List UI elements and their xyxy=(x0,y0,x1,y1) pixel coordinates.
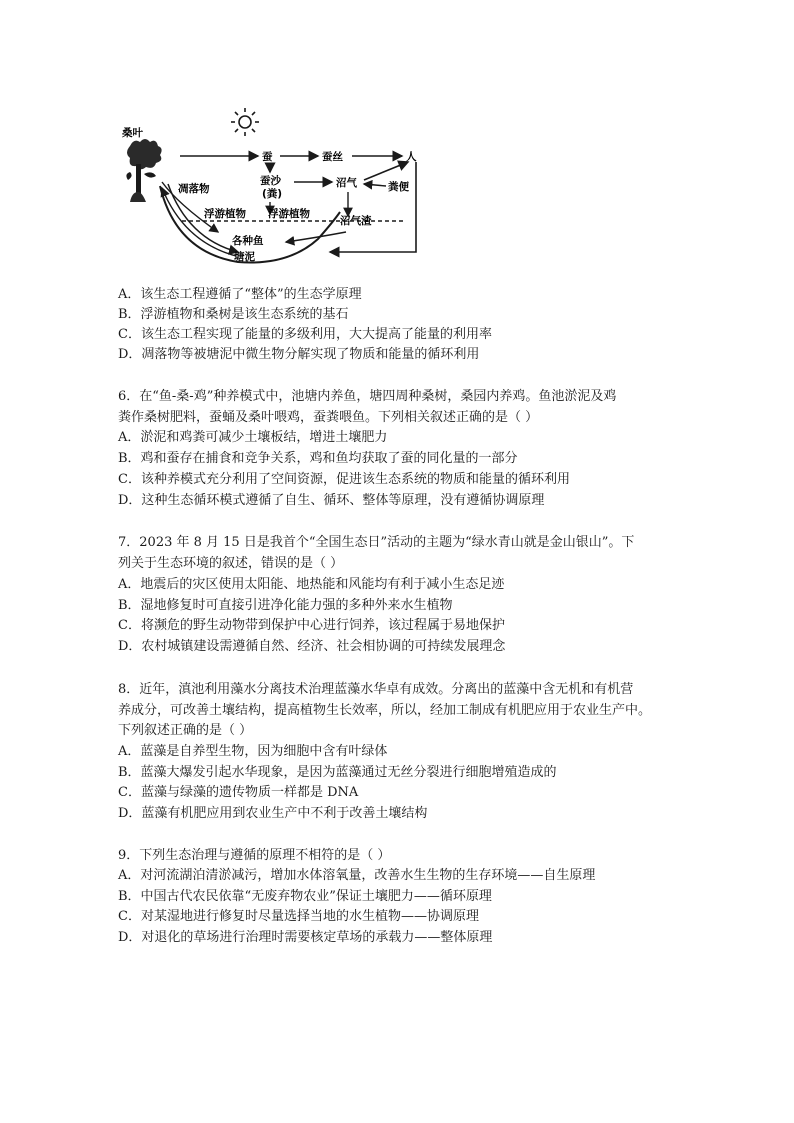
mulberry-tree-icon xyxy=(126,139,161,202)
q9-option-c: C．对某湿地进行修复时尽量选择当地的水生植物——协调原理 xyxy=(118,909,479,924)
feces-to-biogas-arrow xyxy=(364,184,386,186)
ecological-engineering-diagram xyxy=(118,104,438,274)
label-mulberry-leaf: 桑叶 xyxy=(122,127,143,139)
q7-option-d: D．农村城镇建设需遵循自然、经济、社会相协调的可持续发展理念 xyxy=(118,639,506,654)
label-feces: 粪便 xyxy=(388,181,409,193)
label-plankton-left: 浮游植物 xyxy=(204,208,246,220)
q6-option-d: D．这种生态循环模式遵循了自生、循环、整体等原理，没有遵循协调原理 xyxy=(118,493,545,508)
label-silkworm: 蚕 xyxy=(262,151,273,163)
label-plankton-right: 浮游植物 xyxy=(268,208,310,220)
q6-stem-line-2: 粪作桑树肥料，蚕蛹及桑叶喂鸡，蚕粪喂鱼。下列相关叙述正确的是（ ） xyxy=(118,410,539,425)
label-litter: 凋落物 xyxy=(178,183,210,195)
q5-option-d: D．凋落物等被塘泥中微生物分解实现了物质和能量的循环利用 xyxy=(118,347,480,362)
q8-option-a: A．蓝藻是自养型生物，因为细胞中含有叶绿体 xyxy=(118,744,388,759)
q5-option-c: C．该生态工程实现了能量的多级利用，大大提高了能量的利用率 xyxy=(118,327,492,342)
label-silk: 蚕丝 xyxy=(322,151,343,163)
label-biogas-residue: 沼气渣 xyxy=(340,215,372,227)
q7-stem-line-1: 7．2023 年 8 月 15 日是我首个“全国生态日”活动的主题为“绿水青山就是金山银山”。下 xyxy=(118,535,635,550)
q8-stem-line-2: 养成分，可改善土壤结构，提高植物生长效率，所以，经加工制成有机肥应用于农业生产中。 xyxy=(118,703,652,718)
label-fish: 各种鱼 xyxy=(232,235,264,247)
q7-option-c: C．将濒危的野生动物带到保护中心进行饲养，该过程属于易地保护 xyxy=(118,618,505,633)
q6-option-c: C．该种养模式充分利用了空间资源，促进该生态系统的物质和能量的循环利用 xyxy=(118,472,570,487)
q9-option-d: D．对退化的草场进行治理时需要核定草场的承载力——整体原理 xyxy=(118,930,493,945)
label-silkworm-sand: 蚕沙 xyxy=(260,175,281,187)
mud-to-tree-arrow xyxy=(162,188,236,256)
sun-icon xyxy=(231,108,259,136)
q8-option-c: C．蓝藻与绿藻的遗传物质一样都是 DNA xyxy=(118,785,359,800)
label-human: 人 xyxy=(406,151,417,163)
label-silkworm-sand-note: (粪) xyxy=(262,188,283,200)
biogas-to-human-arrow xyxy=(364,162,408,180)
q6-option-b: B．鸡和蚕存在捕食和竞争关系，鸡和鱼均获取了蚕的同化量的一部分 xyxy=(118,451,518,466)
label-biogas: 沼气 xyxy=(336,177,357,189)
q7-option-a: A．地震后的灾区使用太阳能、地热能和风能均有利于减小生态足迹 xyxy=(118,577,505,592)
q9-option-b: B．中国古代农民依靠“无废弃物农业”保证土壤肥力——循环原理 xyxy=(118,889,492,904)
q5-option-b: B．浮游植物和桑树是该生态系统的基石 xyxy=(118,307,349,322)
q7-option-b: B．湿地修复时可直接引进净化能力强的多种外来水生植物 xyxy=(118,598,453,613)
q6-stem-line-1: 6．在“鱼-桑-鸡”种养模式中，池塘内养鱼，塘四周种桑树，桑园内养鸡。鱼池淤泥及鸡 xyxy=(118,389,617,404)
q6-option-a: A．淤泥和鸡粪可减少土壤板结，增进土壤肥力 xyxy=(118,430,388,445)
label-pond-mud: 塘泥 xyxy=(234,251,255,263)
q9-stem-line-1: 9．下列生态治理与遵循的原理不相符的是（ ） xyxy=(118,848,391,863)
q5-option-a: A．该生态工程遵循了“整体”的生态学原理 xyxy=(118,287,362,302)
q8-stem-line-3: 下列叙述正确的是（ ） xyxy=(118,723,253,738)
q8-option-b: B．蓝藻大爆发引起水华现象，是因为蓝藻通过无丝分裂进行细胞增殖造成的 xyxy=(118,765,557,780)
q9-option-a: A．对河流湖泊清淤减污，增加水体溶氧量，改善水生生物的生存环境——自生原理 xyxy=(118,868,596,883)
q7-stem-line-2: 列关于生态环境的叙述，错误的是（ ） xyxy=(118,556,344,571)
q8-stem-line-1: 8．近年，滇池利用藻水分离技术治理蓝藻水华卓有成效。分离出的蓝藻中含无机和有机营 xyxy=(118,682,634,697)
q8-option-d: D．蓝藻有机肥应用到农业生产中不利于改善土壤结构 xyxy=(118,806,428,821)
